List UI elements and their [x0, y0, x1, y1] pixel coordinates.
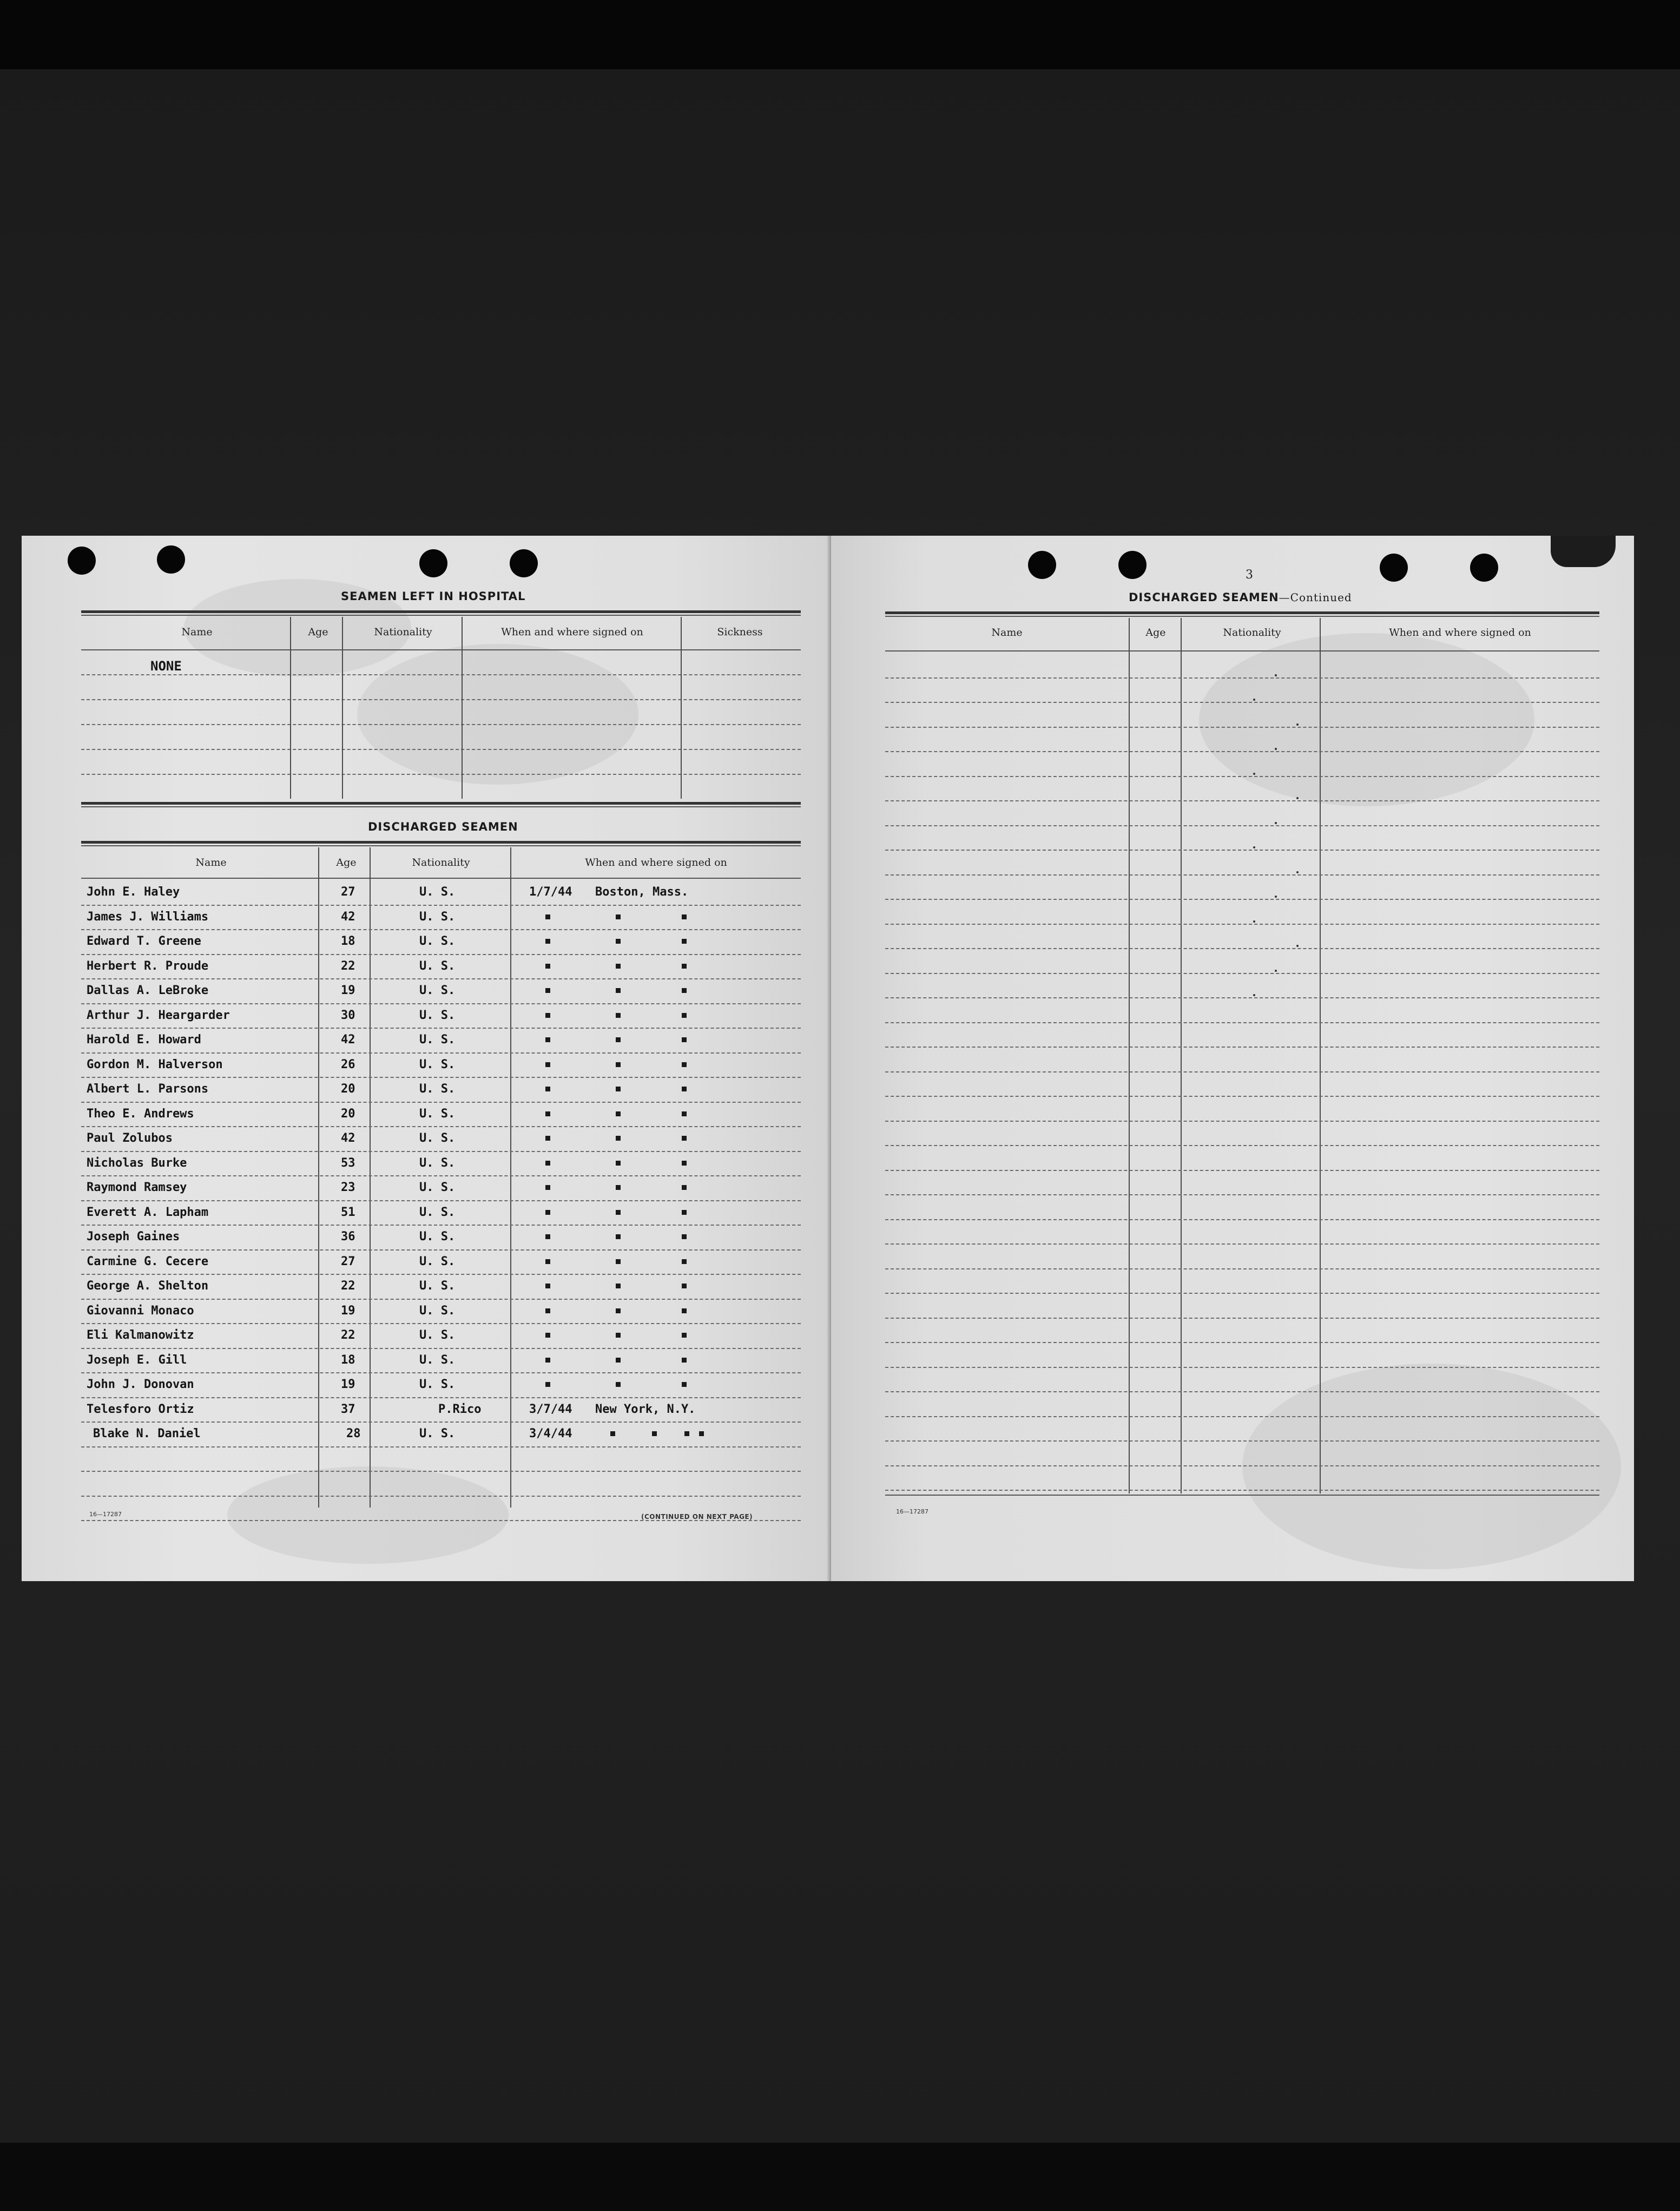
discharged-header-age: Age	[336, 857, 357, 868]
hospital-section-title: SEAMEN LEFT IN HOSPITAL	[341, 590, 526, 603]
row-rule	[81, 674, 801, 675]
row-rule	[81, 1126, 801, 1127]
seaman-name: Eli Kalmanowitz	[87, 1328, 194, 1342]
ink-dot	[1296, 797, 1299, 799]
hospital-header-name: Name	[181, 626, 213, 638]
continued-note: (CONTINUED ON NEXT PAGE)	[641, 1513, 753, 1521]
seaman-nationality: U. S.	[419, 1107, 456, 1121]
rule	[81, 615, 801, 616]
ditto-mark	[616, 914, 621, 919]
continued-section-title	[1129, 591, 1352, 604]
row-rule	[885, 1096, 1599, 1097]
title-main: DISCHARGED SEAMEN	[1129, 591, 1279, 604]
hospital-header-sickness: Sickness	[717, 626, 763, 638]
seaman-nationality: U. S.	[419, 984, 456, 997]
seaman-age: 20	[341, 1082, 355, 1096]
ditto-mark	[616, 1234, 621, 1239]
seaman-name: John E. Haley	[87, 885, 180, 899]
ditto-mark	[699, 1431, 704, 1436]
ink-dot	[1253, 773, 1255, 775]
discharged-header-nationality: Nationality	[412, 857, 470, 868]
row-rule	[81, 1028, 801, 1029]
seaman-nationality: U. S.	[419, 1304, 456, 1318]
punch-hole	[157, 545, 185, 574]
hospital-header-nationality: Nationality	[374, 626, 432, 638]
seaman-name: Herbert R. Proude	[87, 959, 209, 973]
seaman-age: 19	[341, 1304, 355, 1318]
seaman-nationality: U. S.	[419, 1181, 456, 1194]
row-rule	[81, 954, 801, 955]
row-rule	[885, 825, 1599, 826]
seaman-name: Raymond Ramsey	[87, 1181, 187, 1194]
ditto-mark	[682, 964, 687, 969]
seaman-name: Edward T. Greene	[87, 935, 201, 948]
seaman-name: Harold E. Howard	[87, 1033, 201, 1047]
ditto-mark	[545, 1111, 550, 1116]
row-rule	[885, 899, 1599, 900]
row-rule	[885, 948, 1599, 949]
row-rule	[81, 1446, 801, 1447]
row-rule	[885, 924, 1599, 925]
ditto-mark	[545, 1234, 550, 1239]
row-rule	[885, 1391, 1599, 1392]
row-rule	[81, 905, 801, 906]
ditto-mark	[616, 1259, 621, 1264]
ditto-mark	[545, 1185, 550, 1190]
rule	[885, 650, 1599, 652]
row-rule	[885, 727, 1599, 728]
ditto-mark	[616, 964, 621, 969]
seaman-name: Carmine G. Cecere	[87, 1254, 209, 1268]
seaman-age: 26	[341, 1057, 355, 1071]
row-rule	[885, 1194, 1599, 1195]
row-rule	[885, 1047, 1599, 1048]
ditto-mark	[682, 1358, 687, 1363]
seaman-nationality: U. S.	[419, 885, 456, 899]
seaman-age: 22	[341, 1279, 355, 1293]
row-rule	[81, 1175, 801, 1176]
rule	[81, 806, 801, 807]
seaman-age: 30	[341, 1008, 355, 1022]
ditto-mark	[616, 988, 621, 993]
hospital-header-age: Age	[308, 626, 328, 638]
col-rule	[342, 617, 343, 799]
punch-hole	[1380, 554, 1408, 582]
ditto-mark	[682, 1333, 687, 1338]
right-page	[831, 536, 1634, 1581]
ditto-mark	[616, 1382, 621, 1387]
row-rule	[885, 1170, 1599, 1171]
row-rule	[81, 1471, 801, 1472]
ditto-mark	[682, 1382, 687, 1387]
seaman-name: Albert L. Parsons	[87, 1082, 209, 1096]
ditto-mark	[545, 1284, 550, 1288]
row-rule	[81, 1274, 801, 1275]
row-rule	[885, 1440, 1599, 1442]
seaman-name: Arthur J. Heargarder	[87, 1008, 230, 1022]
seaman-age: 27	[341, 1254, 355, 1268]
seaman-name: Paul Zolubos	[87, 1131, 173, 1145]
ditto-mark	[616, 1111, 621, 1116]
seaman-name: Dallas A. LeBroke	[87, 984, 209, 997]
ditto-mark	[545, 1087, 550, 1091]
seaman-name: Blake N. Daniel	[93, 1427, 201, 1440]
seaman-name: Joseph Gaines	[87, 1230, 180, 1243]
row-rule	[885, 973, 1599, 974]
ditto-mark	[682, 1308, 687, 1313]
ditto-mark	[682, 939, 687, 944]
rule	[81, 649, 801, 650]
continued-header-signed-on: When and where signed on	[1389, 627, 1531, 639]
seaman-nationality: U. S.	[419, 1082, 456, 1096]
seaman-name: Gordon M. Halverson	[87, 1057, 223, 1071]
ditto-mark	[545, 1382, 550, 1387]
row-rule	[885, 874, 1599, 876]
ink-dot	[1253, 699, 1255, 701]
col-rule	[1181, 618, 1182, 1493]
continued-header-name: Name	[991, 627, 1023, 639]
signed-on-date: 3/7/44	[529, 1402, 572, 1416]
seaman-name: Theo E. Andrews	[87, 1107, 194, 1121]
row-rule	[81, 1397, 801, 1398]
seaman-nationality: U. S.	[419, 1427, 456, 1440]
row-rule	[81, 978, 801, 979]
rule	[81, 878, 801, 879]
ditto-mark	[545, 939, 550, 944]
row-rule	[81, 1003, 801, 1004]
rule	[885, 611, 1599, 614]
seaman-name: Giovanni Monaco	[87, 1304, 194, 1318]
row-rule	[885, 776, 1599, 777]
col-rule	[1320, 618, 1321, 1493]
punch-hole	[510, 549, 538, 577]
row-rule	[885, 1219, 1599, 1220]
ditto-mark	[682, 1185, 687, 1190]
ditto-mark	[616, 1284, 621, 1288]
hospital-entry-none: NONE	[150, 659, 182, 674]
row-rule	[885, 800, 1599, 801]
discharged-header-signed-on: When and where signed on	[585, 857, 727, 868]
seaman-age: 18	[341, 1353, 355, 1367]
seaman-nationality: U. S.	[419, 1254, 456, 1268]
scanner-top-band	[0, 0, 1680, 69]
row-rule	[81, 929, 801, 930]
title-continued: —Continued	[1279, 591, 1352, 604]
ditto-mark	[545, 1358, 550, 1363]
ink-dot	[1275, 748, 1277, 750]
punch-hole	[1118, 551, 1147, 579]
stamp-smudge	[1199, 633, 1534, 806]
row-rule	[885, 1416, 1599, 1417]
row-rule	[81, 1225, 801, 1226]
col-rule	[290, 617, 291, 799]
ink-dot	[1253, 920, 1255, 923]
col-rule	[1129, 618, 1130, 1493]
seaman-name: Telesforo Ortiz	[87, 1402, 194, 1416]
seaman-nationality: U. S.	[419, 1033, 456, 1047]
continued-header-age: Age	[1145, 627, 1166, 639]
row-rule	[885, 1121, 1599, 1122]
row-rule	[81, 774, 801, 775]
row-rule	[81, 1102, 801, 1103]
ditto-mark	[616, 1013, 621, 1018]
col-rule	[681, 617, 682, 799]
seaman-nationality: U. S.	[419, 1378, 456, 1391]
ditto-mark	[545, 1161, 550, 1166]
row-rule	[885, 1243, 1599, 1245]
seaman-name: James J. Williams	[87, 910, 209, 924]
row-rule	[81, 1249, 801, 1251]
seaman-age: 18	[341, 935, 355, 948]
seaman-age: 20	[341, 1107, 355, 1121]
ditto-mark	[545, 964, 550, 969]
ditto-mark	[652, 1431, 657, 1436]
row-rule	[81, 1077, 801, 1078]
stamp-smudge	[1242, 1364, 1621, 1569]
ditto-mark	[616, 1210, 621, 1215]
seaman-age: 36	[341, 1230, 355, 1243]
seaman-name: Joseph E. Gill	[87, 1353, 187, 1367]
punch-hole	[68, 547, 96, 575]
row-rule	[81, 699, 801, 700]
seaman-nationality: U. S.	[419, 1057, 456, 1071]
ditto-mark	[545, 1062, 550, 1067]
ditto-mark	[616, 1136, 621, 1141]
seaman-nationality: U. S.	[419, 1230, 456, 1243]
ink-dot	[1253, 846, 1255, 848]
row-rule	[81, 1299, 801, 1300]
seaman-nationality: U. S.	[419, 935, 456, 948]
page-number: 3	[1246, 568, 1253, 582]
seaman-nationality: U. S.	[419, 1279, 456, 1293]
ditto-mark	[682, 1111, 687, 1116]
ditto-mark	[610, 1431, 615, 1436]
ditto-mark	[545, 914, 550, 919]
seaman-name: John J. Donovan	[87, 1378, 194, 1391]
ditto-mark	[682, 1037, 687, 1042]
form-number: 16—17287	[89, 1511, 122, 1518]
punch-hole	[1028, 551, 1056, 579]
row-rule	[885, 1490, 1599, 1491]
ditto-mark	[616, 1358, 621, 1363]
ditto-mark	[682, 1161, 687, 1166]
row-rule	[81, 1323, 801, 1324]
seaman-age: 42	[341, 910, 355, 924]
ditto-mark	[545, 1013, 550, 1018]
continued-header-nationality: Nationality	[1223, 627, 1281, 639]
ink-dot	[1296, 723, 1299, 726]
seaman-nationality: U. S.	[419, 1156, 456, 1170]
row-rule	[885, 1465, 1599, 1466]
rule	[81, 841, 801, 844]
seaman-age: 22	[341, 1328, 355, 1342]
stamp-smudge	[357, 644, 638, 785]
left-page	[22, 536, 831, 1581]
ditto-mark	[682, 1210, 687, 1215]
ink-dot	[1296, 945, 1299, 947]
ditto-mark	[682, 1062, 687, 1067]
stamp-smudge	[227, 1466, 509, 1564]
col-rule	[462, 617, 463, 799]
row-rule	[81, 749, 801, 750]
seaman-name: George A. Shelton	[87, 1279, 209, 1293]
row-rule	[81, 1151, 801, 1152]
signed-on-date: 1/7/44	[529, 885, 572, 899]
row-rule	[885, 1367, 1599, 1368]
row-rule	[885, 1071, 1599, 1072]
ditto-mark	[616, 1087, 621, 1091]
ditto-mark	[682, 914, 687, 919]
seaman-age: 19	[341, 1378, 355, 1391]
punch-hole	[1470, 554, 1498, 582]
ditto-mark	[616, 1161, 621, 1166]
seaman-nationality: U. S.	[419, 1131, 456, 1145]
row-rule	[885, 1342, 1599, 1343]
ditto-mark	[545, 1259, 550, 1264]
ink-dot	[1275, 970, 1277, 972]
ditto-mark	[682, 1136, 687, 1141]
seaman-age: 53	[341, 1156, 355, 1170]
seaman-nationality: U. S.	[419, 1008, 456, 1022]
seaman-name: Nicholas Burke	[87, 1156, 187, 1170]
seaman-age: 19	[341, 984, 355, 997]
row-rule	[885, 677, 1599, 679]
seaman-age: 42	[341, 1033, 355, 1047]
signed-on-place: Boston, Mass.	[595, 885, 689, 899]
row-rule	[81, 1372, 801, 1373]
ditto-mark	[682, 1234, 687, 1239]
row-rule	[885, 1145, 1599, 1146]
row-rule	[885, 1268, 1599, 1269]
col-rule	[510, 847, 511, 1508]
seaman-nationality: U. S.	[419, 1328, 456, 1342]
ink-dot	[1275, 822, 1277, 824]
form-number: 16—17287	[896, 1508, 928, 1515]
seaman-age: 28	[346, 1427, 361, 1440]
row-rule	[885, 751, 1599, 752]
ink-dot	[1275, 896, 1277, 898]
col-rule	[318, 847, 319, 1508]
rule	[885, 616, 1599, 617]
ditto-mark	[545, 1136, 550, 1141]
ditto-mark	[616, 1308, 621, 1313]
row-rule	[885, 850, 1599, 851]
row-rule	[885, 1293, 1599, 1294]
scanner-bottom-band	[0, 2143, 1680, 2211]
row-rule	[885, 702, 1599, 703]
ditto-mark	[616, 939, 621, 944]
ditto-mark	[682, 1284, 687, 1288]
ditto-mark	[616, 1062, 621, 1067]
ditto-mark	[682, 1087, 687, 1091]
discharged-header-name: Name	[195, 857, 227, 868]
row-rule	[885, 997, 1599, 998]
ditto-mark	[545, 1333, 550, 1338]
col-rule	[370, 847, 371, 1508]
rule	[81, 610, 801, 613]
row-rule	[885, 1318, 1599, 1319]
seaman-age: 27	[341, 885, 355, 899]
seaman-name: Everett A. Lapham	[87, 1205, 209, 1219]
seaman-age: 51	[341, 1205, 355, 1219]
ditto-mark	[616, 1333, 621, 1338]
torn-corner	[1551, 536, 1616, 567]
ink-dot	[1275, 674, 1277, 676]
row-rule	[885, 1022, 1599, 1023]
ditto-mark	[616, 1037, 621, 1042]
seaman-age: 42	[341, 1131, 355, 1145]
ditto-mark	[545, 1037, 550, 1042]
ditto-mark	[684, 1431, 689, 1436]
ink-dot	[1296, 871, 1299, 873]
ditto-mark	[682, 1259, 687, 1264]
ditto-mark	[682, 1013, 687, 1018]
ditto-mark	[545, 1210, 550, 1215]
rule	[885, 1495, 1599, 1496]
seaman-nationality: U. S.	[419, 1205, 456, 1219]
ditto-mark	[545, 988, 550, 993]
seaman-age: 23	[341, 1181, 355, 1194]
ditto-mark	[545, 1308, 550, 1313]
seaman-nationality: U. S.	[419, 1353, 456, 1367]
row-rule	[81, 724, 801, 725]
row-rule	[81, 1496, 801, 1497]
ditto-mark	[616, 1185, 621, 1190]
row-rule	[81, 1200, 801, 1201]
seaman-age: 37	[341, 1402, 355, 1416]
hospital-header-signed-on: When and where signed on	[501, 626, 643, 638]
row-rule	[81, 1422, 801, 1423]
seaman-nationality: U. S.	[419, 959, 456, 973]
seaman-age: 22	[341, 959, 355, 973]
row-rule	[81, 1348, 801, 1349]
signed-on-place: New York, N.Y.	[595, 1402, 696, 1416]
ink-dot	[1253, 994, 1255, 996]
ditto-mark	[682, 988, 687, 993]
seaman-nationality: U. S.	[419, 910, 456, 924]
rule	[81, 802, 801, 805]
signed-on-date: 3/4/44	[529, 1427, 572, 1440]
seaman-nationality: P.Rico	[438, 1402, 482, 1416]
row-rule	[81, 1052, 801, 1054]
discharged-section-title: DISCHARGED SEAMEN	[368, 820, 518, 833]
punch-hole	[419, 549, 447, 577]
rule	[81, 845, 801, 846]
